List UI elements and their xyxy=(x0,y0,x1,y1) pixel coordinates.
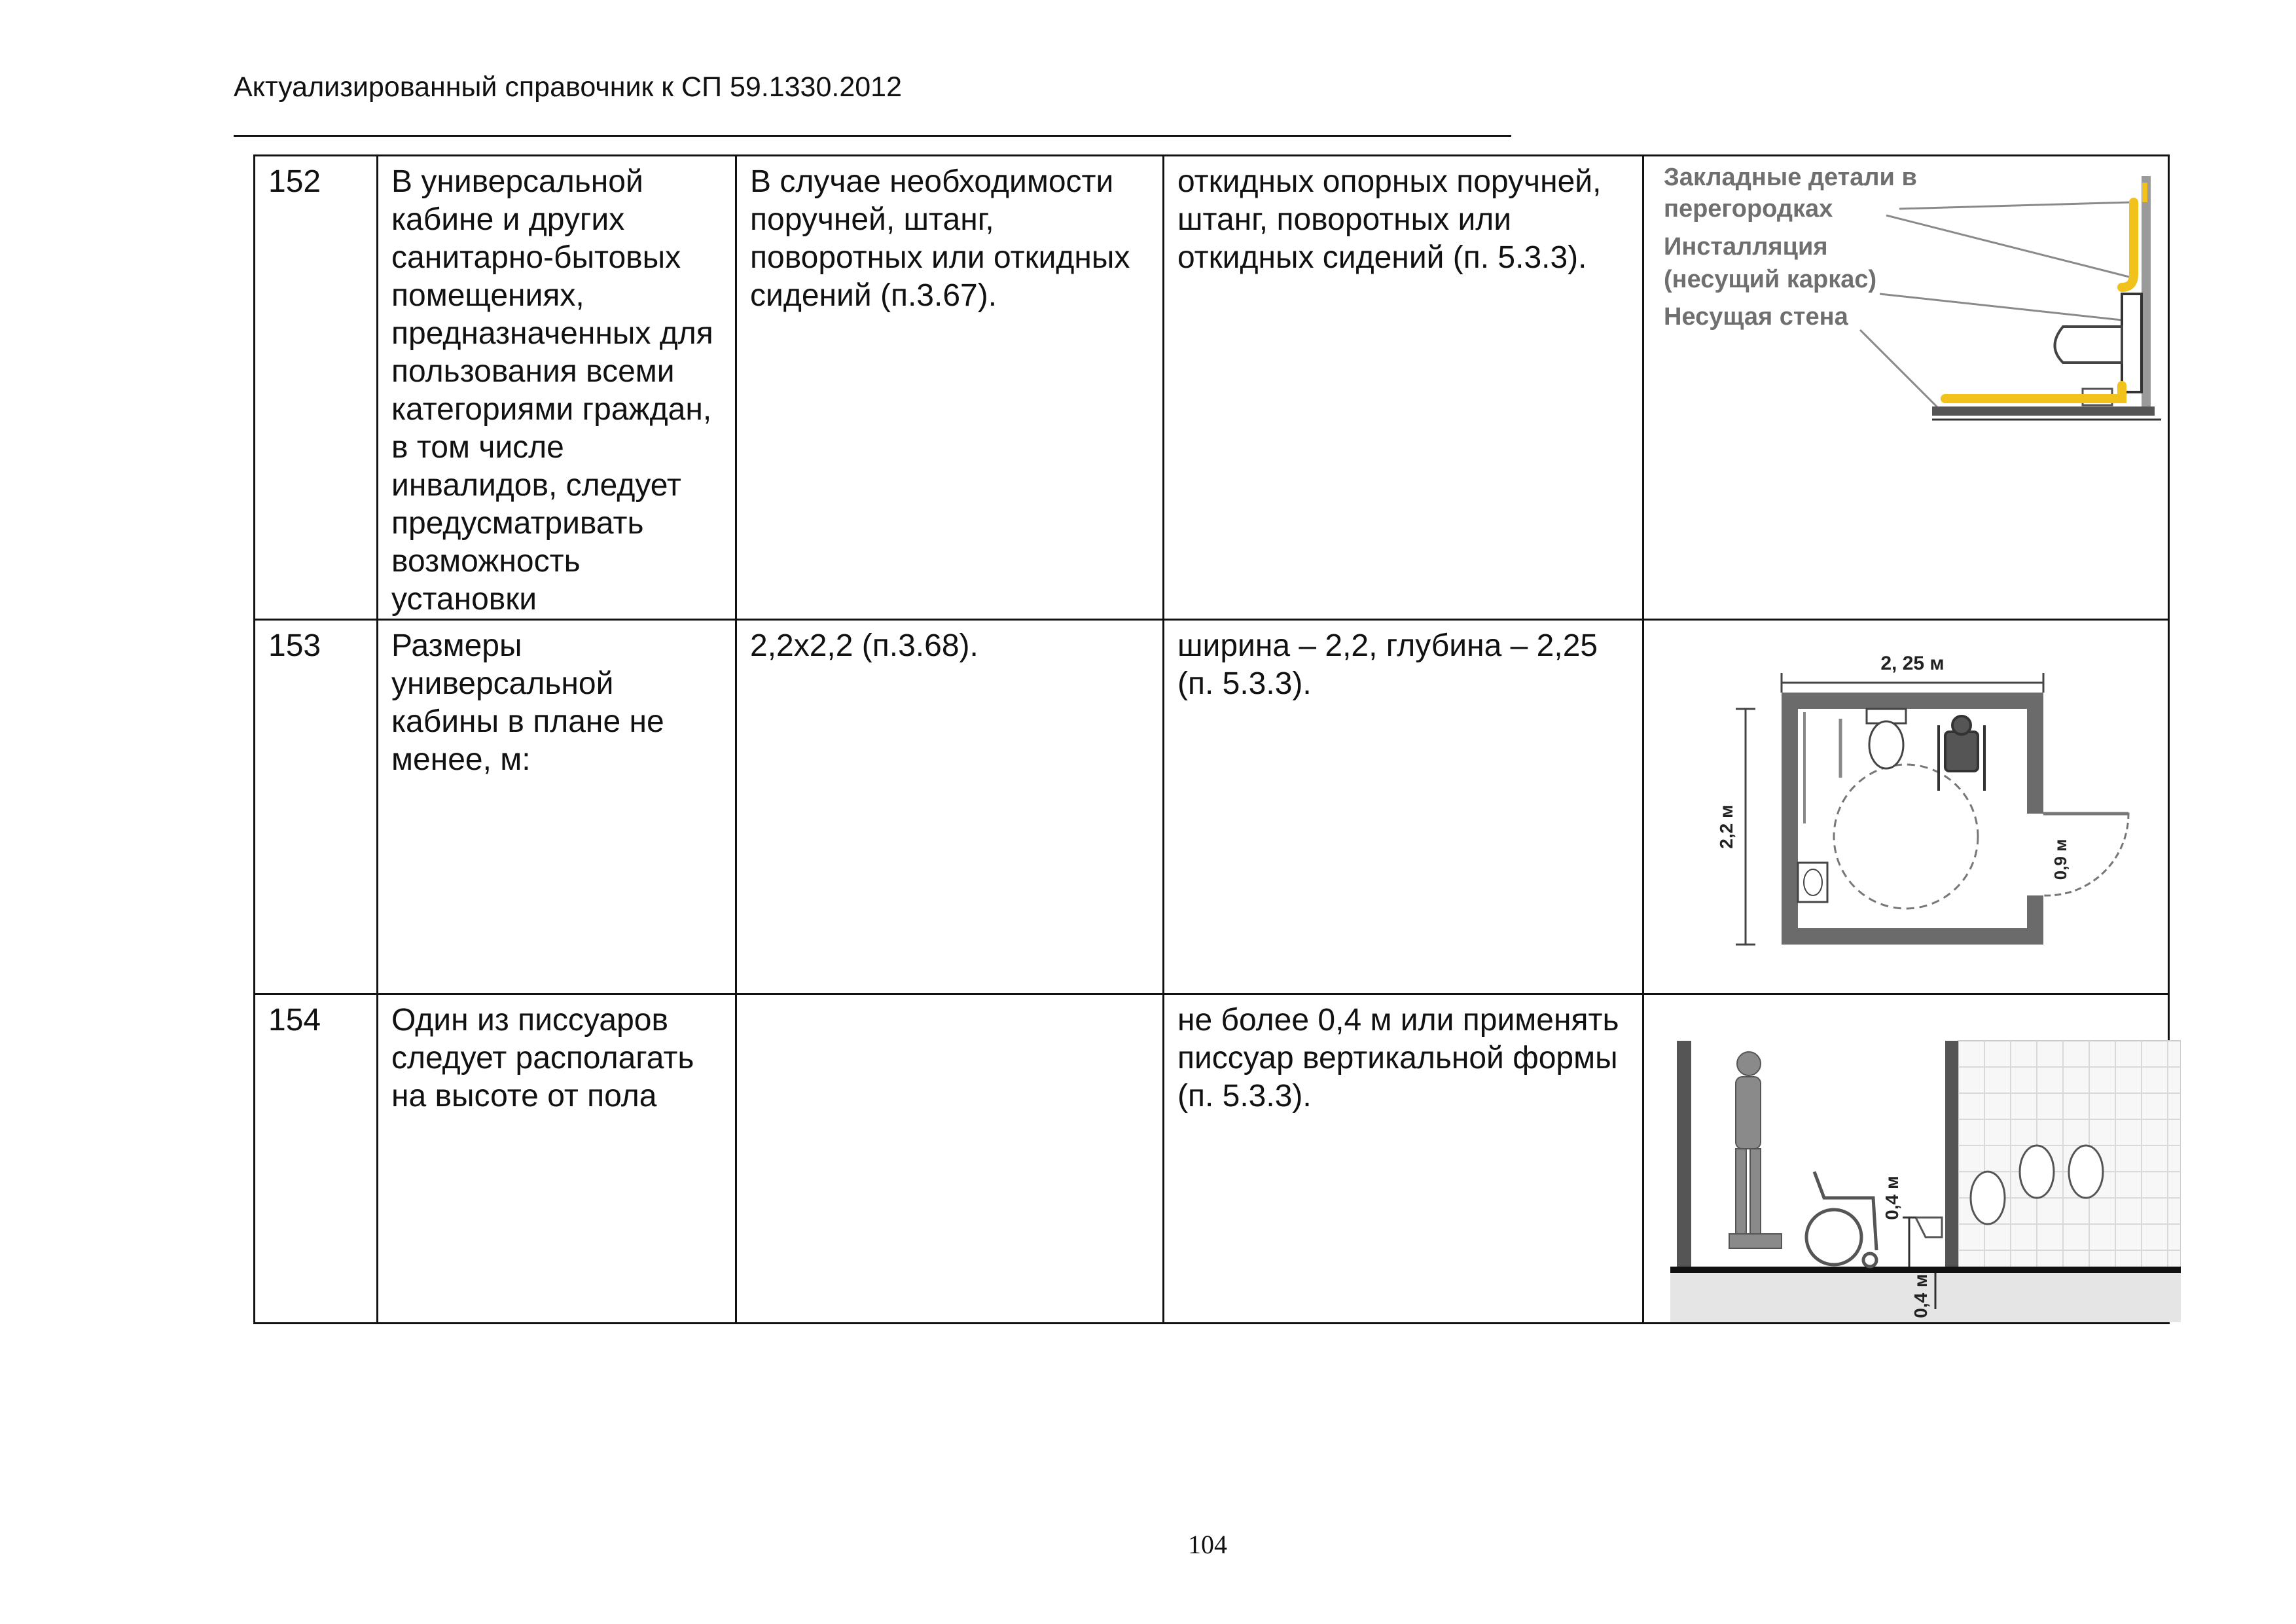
person-icon xyxy=(1729,1052,1782,1248)
diagram-label: перегородках xyxy=(1664,195,1833,223)
urinal-height-diagram xyxy=(1657,1001,2181,1322)
table-row xyxy=(255,620,2169,994)
wheelchair-icon xyxy=(1806,1172,1876,1267)
row-number: 154 xyxy=(255,994,378,1324)
height-dimension: 2,2 м xyxy=(1716,804,1736,849)
wheelchair-icon xyxy=(1939,716,1984,791)
page-header: Актуализированный справочник к СП 59.1330.2012 xyxy=(234,71,902,103)
new-norm-text: откидных опорных поручней, штанг, поворотных или откидных сидений (п. 5.3.3). xyxy=(1164,156,1643,620)
tiled-wall xyxy=(1945,1041,2181,1270)
page-number: 104 xyxy=(1188,1530,1227,1559)
toilet-icon xyxy=(1840,709,1906,778)
requirement-text: В универсальной кабине и других санитарно-бытовых помещениях, предназначенных для пользования всеми категориями граждан, в том числе инвалидов, следует предусматривать возможность установки xyxy=(378,156,736,620)
grab-rail-icon xyxy=(1945,202,2134,399)
table-row xyxy=(255,994,2169,1324)
requirement-text: Один из писсуаров следует располагать на высоте от пола xyxy=(378,994,736,1324)
wall-section xyxy=(1932,176,2161,420)
cabin-plan-diagram xyxy=(1657,627,2181,981)
old-norm-text: В случае необходимости поручней, штанг, поворотных или откидных сидений (п.3.67). xyxy=(736,156,1164,620)
spec-table xyxy=(253,154,2170,1324)
row-number: 153 xyxy=(255,620,378,994)
diagram-label: Несущая стена xyxy=(1664,303,1848,331)
door-width-dimension: 0,9 м xyxy=(2051,839,2070,880)
old-norm-text: 2,2х2,2 (п.3.68). xyxy=(736,620,1164,994)
diagram-label: (несущий каркас) xyxy=(1664,266,1877,293)
turning-circle xyxy=(1834,765,1978,909)
illustration-cell xyxy=(1643,620,2169,994)
diagram-label: Закладные детали в xyxy=(1664,164,1917,191)
requirement-text: Размеры универсальной кабины в плане не менее, м: xyxy=(378,620,736,994)
diagram-label: Инсталляция xyxy=(1664,233,1828,261)
new-norm-text: ширина – 2,2, глубина – 2,25 (п. 5.3.3). xyxy=(1164,620,1643,994)
installation-frame-diagram xyxy=(1664,163,2174,438)
cabin-walls xyxy=(1782,693,2043,945)
illustration-cell xyxy=(1643,994,2169,1324)
header-rule xyxy=(234,135,1511,137)
urinal-height-dimension: 0,4 м xyxy=(1882,1176,1902,1220)
new-norm-text: не более 0,4 м или применять писсуар вертикальной формы (п. 5.3.3). xyxy=(1164,994,1643,1324)
floor-height-dimension: 0,4 м xyxy=(1910,1274,1931,1318)
sink-icon xyxy=(1798,863,1827,902)
old-norm-text xyxy=(736,994,1164,1324)
width-dimension: 2, 25 м xyxy=(1880,653,1945,674)
toilet-icon xyxy=(2055,327,2123,363)
table-row xyxy=(255,156,2169,620)
row-number: 152 xyxy=(255,156,378,620)
illustration-cell xyxy=(1643,156,2169,620)
